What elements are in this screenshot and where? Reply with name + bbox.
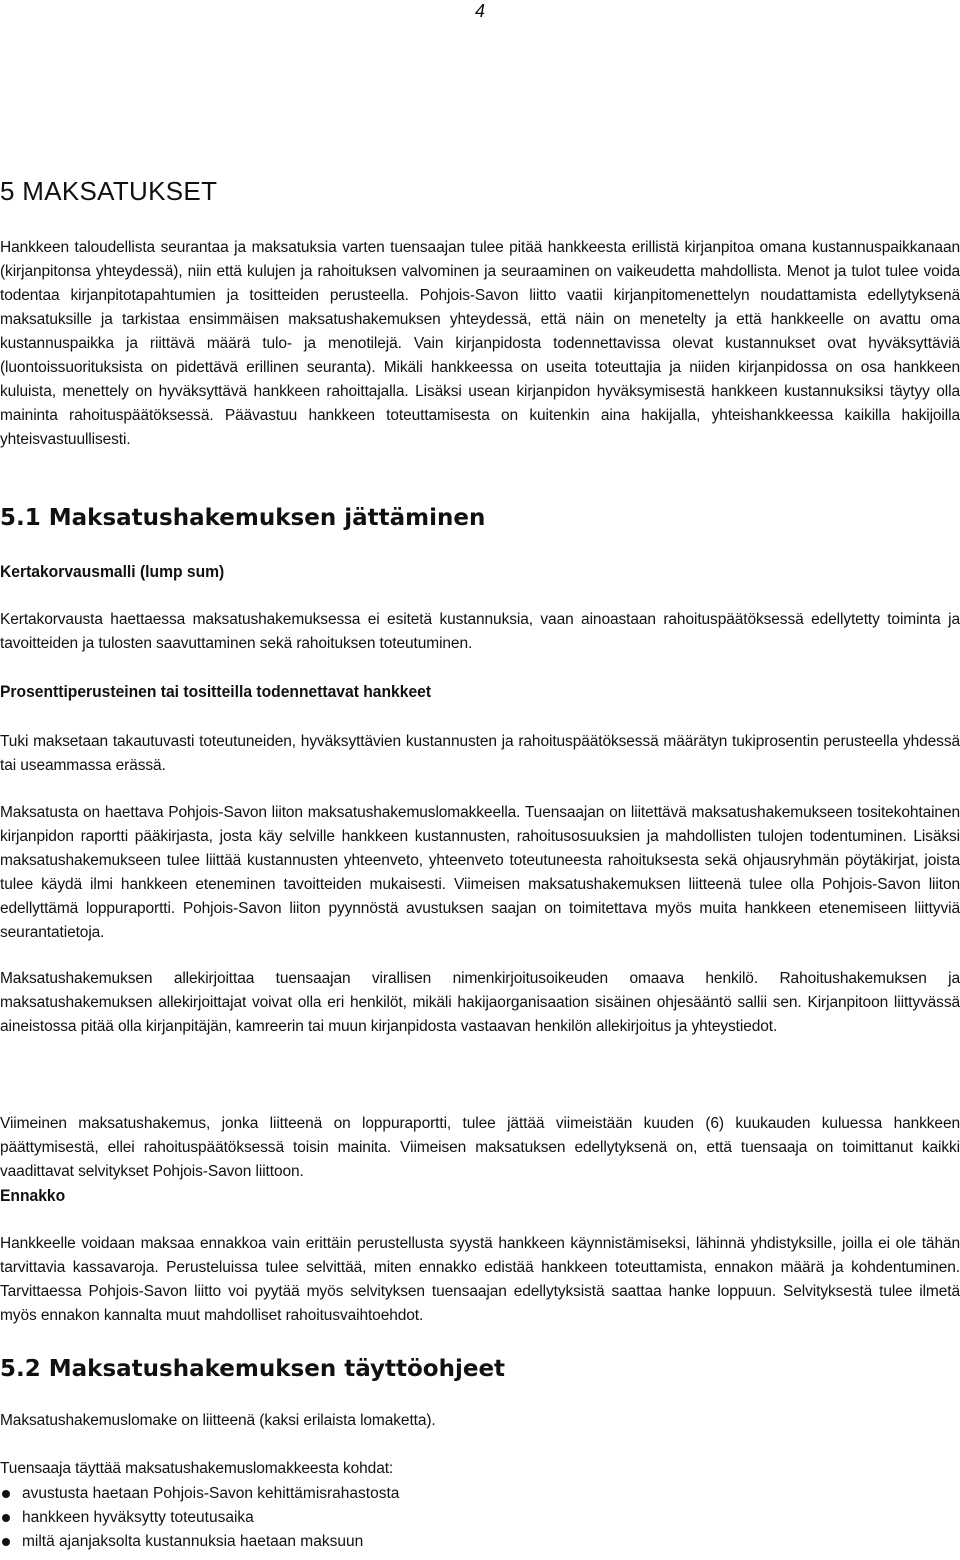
- intro-sentence-7: Päävastuu hankkeen toteuttamisesta on kuitenkin aina hakijalla, yhteishankkeessa kaikilla hakijoilla yhteisvastuullisesti.: [0, 407, 960, 448]
- intro-sentence-3: Pohjois-Savon liitto vaatii kirjanpitomenettelyn noudattamista edellytyksenä maksatuksille ja tarkistaa ensimmäisen maksatushakemuksen yhteydessä, että näin on menetelty ja että hankkeelle on avattu oma kustannuspaikka ja riittävä määrä tulo- ja menotilejä.: [0, 287, 960, 352]
- bullet-item: [0, 1506, 960, 1530]
- intro-sentence-6: Lisäksi usean kirjanpidon hyväksymisestä hankkeen kustannuksiksi täytyy olla maininta rahoituspäätöksessä.: [0, 383, 960, 424]
- bullet-text: miltä ajanjaksolta kustannuksia haetaan maksuun: [22, 1533, 364, 1550]
- p3-sentence-2: Rahoitushakemuksen ja maksatushakemuksen allekirjoittajat voivat olla eri henkilöt, mikäli hakijaorganisaation sisäinen ohjesääntö sallii sen.: [0, 970, 960, 1011]
- bullet-icon: [2, 1538, 10, 1546]
- p4-sentence-2: Viimeisen maksatuksen edellytyksenä on, että tuensaaja on toimittanut kaikki vaadittavat selvitykset Pohjois-Savon liittoon.: [0, 1139, 960, 1180]
- intro-sentence-1: Hankkeen taloudellista seurantaa ja maksatuksia varten tuensaajan tulee pitää hankkeesta erillistä kirjanpitoa omana kustannuspaikkanaan (kirjanpitonsa yhteydessä), niin että kulujen ja rahoituksen valvominen ja seuraaminen on vaikeudetta mahdollista.: [0, 239, 960, 280]
- page-number: 4: [474, 1, 485, 21]
- instructions-bullet-list: [0, 1482, 960, 1554]
- p4-sentence-1: Viimeinen maksatushakemus, jonka liitteenä on loppuraportti, tulee jättää viimeistään kuuden (6) kuukauden kuluessa hankkeen päättymisestä, ellei rahoituspäätöksessä toisin mainita.: [0, 1115, 960, 1156]
- percentage-paragraph-2: [0, 801, 960, 945]
- instructions-paragraph-2: Tuensaaja täyttää maksatushakemuslomakkeesta kohdat:: [0, 1460, 394, 1477]
- bullet-icon: [2, 1490, 10, 1498]
- bullet-text: avustusta haetaan Pohjois-Savon kehittämisrahastosta: [22, 1485, 400, 1502]
- p2-sentence-2: Tuensaajan on liitettävä maksatushakemukseen tositekohtainen kirjanpidon raportti pääkirjasta, josta käy selville hankkeen kustannusten, rahoitusosuuksien ja mahdollisten tulojen todentuminen.: [0, 804, 960, 845]
- p3-sentence-1: Maksatushakemuksen allekirjoittaa tuensaajan virallisen nimenkirjoitusoikeuden omaava henkilö.: [0, 970, 759, 987]
- section-intro-paragraph: [0, 236, 960, 452]
- subsection-heading-5-1: 5.1 Maksatushakemuksen jättäminen: [0, 505, 486, 531]
- instructions-paragraph-1: Maksatushakemuslomake on liitteenä (kaksi erilaista lomaketta).: [0, 1412, 436, 1429]
- p2-sentence-5: Pohjois-Savon liiton pyynnöstä avustuksen saajan on toimitettava myös muita hankkeen etenemiseen liittyviä seurantatietoja.: [0, 900, 960, 941]
- advance-sentence-3: Tarvittaessa Pohjois-Savon liitto voi pyytää myös selvityksen tuensaajan edellytyksistä saattaa hanke loppuun.: [0, 1283, 777, 1300]
- percentage-heading: Prosenttiperusteinen tai tositteilla todennettavat hankkeet: [0, 682, 432, 701]
- subsection-heading-5-2: 5.2 Maksatushakemuksen täyttöohjeet: [0, 1356, 506, 1382]
- bullet-item: [0, 1482, 960, 1506]
- percentage-paragraph-3: [0, 967, 960, 1039]
- advance-paragraph: [0, 1232, 960, 1328]
- lump-sum-heading: Kertakorvausmalli (lump sum): [0, 562, 225, 581]
- advance-sentence-1: Hankkeelle voidaan maksaa ennakkoa vain erittäin perustellusta syystä hankkeen käynnistämiseksi, lähinnä yhdistyksille, joilla ei ole tähän tarvittavia kassavaroja.: [0, 1235, 960, 1276]
- percentage-paragraph-4: [0, 1112, 960, 1184]
- section-heading: 5 MAKSATUKSET: [0, 176, 218, 206]
- percentage-paragraph-1: Tuki maksetaan takautuvasti toteutuneiden, hyväksyttävien kustannusten ja rahoituspäätöksessä määrätyn tukiprosentin perusteella yhdessä tai useammassa erässä.: [0, 733, 960, 774]
- intro-sentence-4: Vain kirjanpidosta todennettavissa olevat kustannukset ovat hyväksyttäviä (luontoissuorituksista on pidettävä erillinen seuranta).: [0, 335, 960, 376]
- p2-sentence-3: Lisäksi maksatushakemukseen tulee liittää kustannusten yhteenveto, yhteenveto toteutuneesta rahoituksesta sekä ohjausryhmän pöytäkirjat, joista tulee käydä ilmi hankkeen eteneminen tavoitteiden mukaisesti.: [0, 828, 960, 893]
- bullet-icon: [2, 1514, 10, 1522]
- advance-sentence-4: Selvityksestä tulee ilmetä myös ennakon kannalta muut mahdolliset rahoitusvaihtoehdot.: [0, 1283, 960, 1324]
- intro-sentence-5: Mikäli hankkeessa on useita toteuttajia ja niiden kirjanpidossa on osa hankkeen kuluista, menettely on hyväksyttävä hankkeen rahoittajalla.: [0, 359, 960, 400]
- bullet-item: [0, 1530, 960, 1554]
- advance-heading: Ennakko: [0, 1186, 66, 1205]
- p2-sentence-1: Maksatusta on haettava Pohjois-Savon liiton maksatushakemuslomakkeella.: [0, 804, 521, 821]
- bullet-text: hankkeen hyväksytty toteutusaika: [22, 1509, 254, 1526]
- lump-sum-paragraph: Kertakorvausta haettaessa maksatushakemuksessa ei esitetä kustannuksia, vaan ainoastaan rahoituspäätöksessä edellytetty toiminta ja tavoitteiden ja tulosten saavuttaminen sekä rahoituksen toteutuminen.: [0, 611, 960, 652]
- p2-sentence-4: Viimeisen maksatushakemuksen liitteenä tulee olla Pohjois-Savon liiton edellyttämä loppuraportti.: [0, 876, 960, 917]
- p3-sentence-3: Kirjanpitoon liittyvässä aineistossa pitää olla kirjanpitäjän, kamreerin tai muun kirjanpidosta vastaavan henkilön allekirjoitus ja yhteystiedot.: [0, 994, 960, 1035]
- intro-sentence-2: Menot ja tulot tulee voida todentaa kirjanpitotapahtumien ja tositteiden perusteella.: [0, 263, 960, 304]
- advance-sentence-2: Perusteluissa tulee selvittää, miten ennakko edistää hankkeen toteuttamista, ennakon määrä ja kohdentuminen.: [166, 1259, 960, 1276]
